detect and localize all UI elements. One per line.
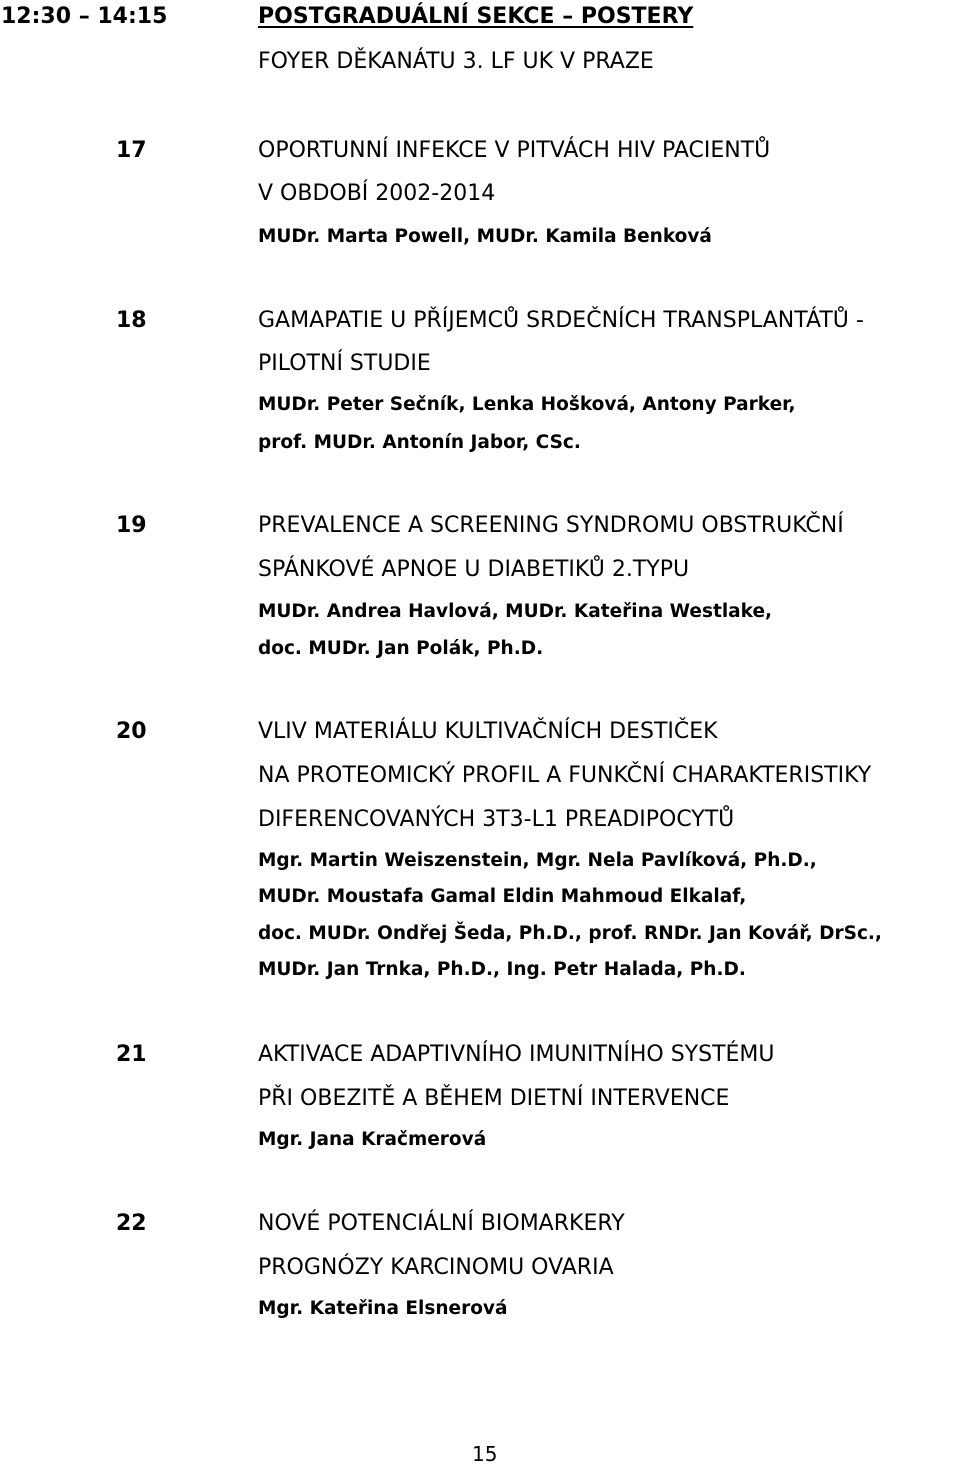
section-title: POSTGRADUÁLNÍ SEKCE – POSTERY	[258, 4, 694, 29]
poster-authors-line: Mgr. Jana Kračmerová	[258, 1129, 487, 1150]
page-number: 15	[472, 1442, 498, 1466]
poster-title-line: OPORTUNNÍ INFEKCE V PITVÁCH HIV PACIENTŮ	[258, 138, 771, 163]
poster-number: 22	[116, 1211, 147, 1236]
poster-authors-line: doc. MUDr. Jan Polák, Ph.D.	[258, 638, 544, 659]
poster-number: 19	[116, 513, 147, 538]
poster-authors-line: doc. MUDr. Ondřej Šeda, Ph.D., prof. RNDr. Jan Kovář, DrSc.,	[258, 923, 882, 944]
poster-title-line: VLIV MATERIÁLU KULTIVAČNÍCH DESTIČEK	[258, 719, 718, 744]
poster-authors-line: MUDr. Marta Powell, MUDr. Kamila Benková	[258, 226, 712, 247]
poster-title-line: NA PROTEOMICKÝ PROFIL A FUNKČNÍ CHARAKTERISTIKY	[258, 763, 872, 788]
poster-number: 17	[116, 138, 147, 163]
poster-title-line: AKTIVACE ADAPTIVNÍHO IMUNITNÍHO SYSTÉMU	[258, 1042, 775, 1067]
poster-authors-line: Mgr. Kateřina Elsnerová	[258, 1298, 508, 1319]
poster-title-line: PROGNÓZY KARCINOMU OVARIA	[258, 1255, 614, 1280]
poster-title-line: NOVÉ POTENCIÁLNÍ BIOMARKERY	[258, 1211, 625, 1236]
venue: FOYER DĚKANÁTU 3. LF UK V PRAZE	[258, 49, 654, 74]
poster-authors-line: MUDr. Moustafa Gamal Eldin Mahmoud Elkalaf,	[258, 886, 747, 907]
poster-authors-line: MUDr. Andrea Havlová, MUDr. Kateřina Westlake,	[258, 601, 773, 622]
poster-authors-line: MUDr. Jan Trnka, Ph.D., Ing. Petr Halada, Ph.D.	[258, 959, 746, 980]
poster-number: 18	[116, 308, 147, 333]
poster-number: 20	[116, 719, 147, 744]
poster-title-line: PŘI OBEZITĚ A BĚHEM DIETNÍ INTERVENCE	[258, 1086, 730, 1111]
poster-title-line: GAMAPATIE U PŘÍJEMCŮ SRDEČNÍCH TRANSPLANTÁTŮ -	[258, 308, 864, 333]
poster-authors-line: prof. MUDr. Antonín Jabor, CSc.	[258, 432, 581, 453]
poster-title-line: V OBDOBÍ 2002-2014	[258, 181, 496, 206]
poster-title-line: PREVALENCE A SCREENING SYNDROMU OBSTRUKČNÍ	[258, 513, 844, 538]
poster-authors-line: Mgr. Martin Weiszenstein, Mgr. Nela Pavlíková, Ph.D.,	[258, 850, 817, 871]
poster-title-line: PILOTNÍ STUDIE	[258, 351, 431, 376]
poster-authors-line: MUDr. Peter Sečník, Lenka Hošková, Antony Parker,	[258, 394, 796, 415]
poster-title-line: SPÁNKOVÉ APNOE U DIABETIKŮ 2.TYPU	[258, 557, 690, 582]
poster-number: 21	[116, 1042, 147, 1067]
session-time: 12:30 – 14:15	[1, 4, 168, 29]
poster-title-line: DIFERENCOVANÝCH 3T3-L1 PREADIPOCYTŮ	[258, 807, 735, 832]
